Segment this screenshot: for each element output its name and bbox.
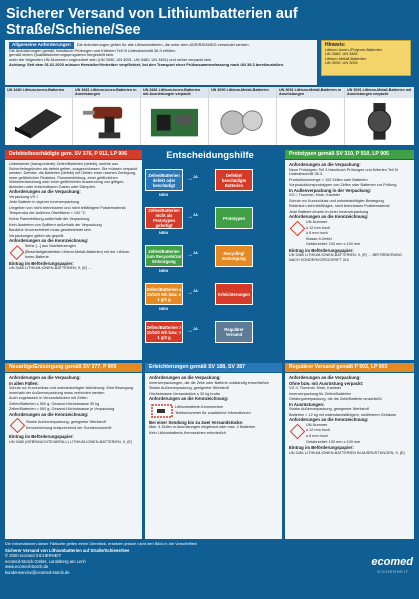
panel-line: Kein Austreten von Splittern außerhalb der Verpackung (9, 222, 102, 227)
flow-question: Zellen/Batterien zum Recyceln/zur Entsorgung (145, 245, 183, 267)
product-row (5, 87, 414, 145)
panel-subheading: Ohne bzw. mit Ausrüstung verpackt: (289, 380, 364, 386)
panel-disposal (5, 373, 142, 539)
panel-defective (5, 160, 142, 360)
flow-answer: Prototypen (215, 207, 253, 229)
flow-question: Zellen/Batterien ≤ 20/100 Wh bzw. ≤ 1 g/2 g (145, 283, 183, 305)
panel-line: Produktionsmenge < 100 Zellen oder Batterien (289, 177, 368, 182)
panel-line: Kennzeichnung entsprechend der Sondervorschrift (26, 425, 112, 430)
section-header-relief: Erleichterungen gemäß SV 188, SV 387 (145, 363, 282, 372)
tool-case-image (147, 101, 202, 140)
panel-line: Starke Außenverpackung, geeigneter Werkstoff (26, 420, 106, 425)
flow-yes: JA (193, 327, 198, 331)
notes-line: UN 3480, UN 3481 (325, 51, 358, 57)
product-card (345, 87, 414, 145)
intro-box (5, 40, 317, 85)
panel-text: Unbekannte (transportierte) Zellen/Batterien (defekt), welche aus Sicherheitsgründen als defekt gelten, ausgeschlossen. Sie müssen verpackt werden. Defekte, die Batterien (defekt) mit Gefahr einer raschen Zerlegung, einer gefährlichen Reaktion, Flammenbildung, einer gefährlichen Wärmeentwicklung oder einer gefährlichen Aussendung von giftigen, ätzenden oder entzündbaren Gasen oder Dämpfen. (9, 162, 138, 189)
panel-line: Höchstmasse Versandstück ≤ 30 kg brutto (149, 391, 221, 396)
panel-subheading: Anforderungen an die Verpackung: (289, 375, 361, 380)
panel-line: Batterien > 12 kg mit widerstandsfähigem, stoßfestem Gehäuse (289, 412, 397, 417)
panel-subheading: Bei einer Sendung bis zu zwei Versandstücke: (149, 419, 244, 425)
panel-line: Zellen/Batterien ≤ 500 g: Gesamt-Höchstmasse 30 kg (9, 401, 100, 406)
intro-point: gemäß einem Qualitätssicherungsprogramm hergestellt sein. (9, 52, 115, 58)
flow-answer: Erleichterungen (215, 283, 253, 305)
arrow-right-icon: → (187, 214, 193, 220)
footer-line: kundenservice@ecomed-storck.de (5, 569, 70, 575)
flow-yes: JA (193, 251, 198, 255)
flow-yes: JA (193, 289, 198, 293)
page-title: Sicherer Versand von Lithiumbatterien auf Straße/Schiene/See (6, 6, 298, 38)
hazard-label-icon (290, 221, 306, 237)
panel-line: Vorproduktionsprototypen von Zellen oder Batterien zur Prüfung (289, 183, 397, 188)
panel-subheading: Anforderungen an die Kennzeichnung: (9, 238, 89, 244)
panel-line: Klasse-9-Zettel (306, 236, 332, 241)
hazard-label-icon (10, 418, 26, 434)
panel-line: Gefahrgutverpackung, die die Zelle/Batterie umschließt (289, 397, 382, 402)
panel-subheading: Anforderungen an die Kennzeichnung: (149, 396, 229, 402)
notes-line: Lithium-Ionen-/Polymer-Batterien (325, 46, 383, 52)
panel-line: Verpackung VG I (9, 194, 38, 199)
flow-answer: Defekte/ beschädigte Batterien (215, 169, 253, 191)
panel-line: Max. 4 Zellen in Ausrüstungen eingebaut oder max. 2 Batterien (149, 425, 256, 430)
panel-line: ≥ 12 mm hoch (306, 428, 331, 433)
panel-line: Starke Außenverpackung, geeigneter Werkstoff (289, 407, 369, 412)
product-caption: UN 3481 Lithium-Ionen-Batterien in Ausrüstungen (73, 87, 140, 98)
panel-relief (145, 373, 282, 539)
panel-line: UN 3480 LITHIUM-IONEN-BATTERIEN, 9, (E) ... (9, 266, 92, 271)
hazard-label-icon (290, 424, 306, 440)
panel-line: Innenverpackungen, die die Zelle oder Batterie vollständig einschließen (149, 380, 270, 385)
panel-regular (285, 373, 414, 539)
footer-line: ecomed-Storck GmbH, Landsberg am Lech (5, 558, 86, 564)
battery-pack-image (11, 101, 66, 140)
panel-line: Schutz vor Kurzschluss und unbeabsichtigter Bewegung (289, 198, 384, 203)
flow-no: NEIN (159, 231, 169, 235)
panel-line: UN-Nummer (306, 220, 328, 225)
panel-line: Kein Lithiumbatterie-Kennzeichen erforderlich (149, 430, 226, 435)
panel-subheading: Anforderungen an die Verpackung: (149, 375, 221, 380)
panel-subheading: In allen Fällen: (9, 380, 39, 386)
product-caption: UN 3480 Lithium-Ionen-Batterien (5, 87, 72, 98)
watch-image (351, 101, 408, 142)
panel-subheading: Anforderungen an die Verpackung: (9, 189, 81, 195)
intro-point: Die Anforderungen gemäß Handbuch Prüfungen und Kriterien Teil III Unterabschnitt 38.3 erfüllen. (9, 47, 177, 53)
panel-subheading: Anforderungen an die Kennzeichnung: (289, 214, 369, 220)
section-header-regular: Regulärer Versand gemäß P 903, LP 903 (285, 363, 414, 372)
notes-line: UN 3090, UN 3091 (325, 60, 358, 66)
footer-line: © 2020 ecomed SICHERHEIT (5, 553, 62, 559)
panel-subheading: In Außenverpackung in der Verpackung: (289, 187, 372, 193)
panel-subheading: Eintrag im Beförderungspapier: (9, 260, 74, 266)
product-caption: UN 3090 Lithium-Metall-Batterien (209, 87, 276, 98)
panel-line: Verpackungen gelten als geprüft (9, 233, 64, 238)
intro-label: Allgemeine Anforderungen (9, 42, 74, 49)
flow-yes: JA (193, 175, 198, 179)
panel-line: Lithiumbatterie-Kennzeichen (175, 405, 224, 410)
panel-line: Gefahrzettel: 100 mm x 100 mm (306, 242, 361, 247)
product-card (5, 87, 73, 145)
panel-line: Zellen/Batterien > 500 g: Gesamt-Höchstmasse je Verpackung (9, 407, 115, 412)
panel-subheading: Anforderungen an die Verpackung: (9, 375, 81, 380)
footer (5, 548, 414, 594)
product-card (209, 87, 277, 145)
flow-answer: Regulärer Versand (215, 321, 253, 343)
panel-line: Bauliche Unversehrtheit muss gewährleistet sein (9, 228, 91, 233)
section-header-defective: Defekte/beschädigte gem. SV 376, P 911, LP 906 (5, 150, 142, 159)
panel-line: VG I, Trommel, Kiste, Kanister (289, 193, 341, 198)
coin-cell-image (215, 101, 270, 140)
panel-line: Starke Außenverpackung, geeigneter Werkstoff (149, 386, 229, 391)
notes-line: Lithium-Metall-Batterien (325, 55, 367, 61)
flow-question: Zellen/Batterien > 20/100 Wh bzw. > 1 g/2 g (145, 321, 183, 343)
panel-line: UN 3481 LITHIUM-IONEN-BATTERIEN IN AUSRÜSTUNGEN, 9, (E) (289, 450, 405, 455)
flow-question: Zellen/Batterien defekt oder beschädigt (145, 169, 183, 191)
product-caption: UN 3091 Lithium-Metall-Batterien mit Ausrüstungen verpackt (345, 87, 414, 98)
panel-subheading: Eintrag im Beförderungspapier: (9, 434, 74, 440)
panel-subheading: In Ausrüstungen: (289, 401, 325, 407)
panel-line: Innenverpackung für Zellen/Batterien (289, 391, 352, 396)
panel-subheading: Eintrag im Beförderungspapier: (289, 247, 354, 253)
panel-line: Umgeben von nicht brennbarem und nicht leitfähigem Polstermaterial (9, 205, 126, 210)
product-caption: UN 3481 Lithium-Ionen-Batterien mit Ausrüstungen verpackt (141, 87, 208, 98)
arrow-right-icon: → (187, 290, 193, 296)
panel-line: UN 3480 LITHIUM-IONEN-BATTERIEN, 9, (E) ... BEFÖRDERUNG NACH SONDERVORSCHRIFT 310 (289, 253, 403, 262)
panel-line: ≥ 6 mm hoch (306, 434, 328, 439)
arrow-right-icon: → (187, 252, 193, 258)
arrow-right-icon: → (187, 328, 193, 334)
device-image (283, 101, 338, 140)
notes-box (321, 40, 411, 76)
hazard-label-icon (10, 245, 25, 260)
panel-line: Telefonnummer für zusätzliche Informationen (175, 410, 251, 415)
footer-line: Sicherer Versand von Lithiumbatterien auf Straße/Schiene/See (5, 548, 130, 553)
panel-line: Gefahrzettel: 100 mm x 100 mm (306, 439, 361, 444)
panel-line: Auch zugelassen in Versandstücken mit Zellen (9, 396, 88, 401)
panel-line: Jede Batterie in eigener Innenverpackung (9, 200, 80, 205)
arrow-right-icon: → (187, 176, 193, 182)
panel-line: (Beschädigte/defekte Lithium-Metall-Batterien) mit der Lithium-Ionen-Batterie. (24, 249, 131, 259)
panel-subheading: Eintrag im Beförderungspapier: (289, 445, 354, 451)
panel-line: Temperatur der äußeren Oberfläche < 100 °C (9, 211, 86, 216)
panel-line: UN 3480 (GEBRAUCHTE/ABFALL) LITHIUM-IONEN-BATTERIEN, 9, (E) (9, 439, 133, 444)
panel-line: Elektrisch nicht leitfähiges, nicht brennbares Polstermaterial (289, 204, 390, 209)
panel-line: ≥ 12 mm hoch (306, 225, 331, 230)
flow-yes: JA (193, 213, 198, 217)
intro-point: unter der folgenden UN-Nummern zugeordnet sein (UN 3090, UN 3091, UN 3480, UN 3481) und sicher verpackt sein. (9, 57, 213, 63)
flow-question: Zellen/Batterien nicht als Prototypen gefertigt (145, 207, 183, 229)
panel-line: Schutz vor Kurzschluss und unbeabsichtigter Aktivierung. Eine Bewegung innerhalb der Außenverpackung muss verhindert werden. (9, 386, 134, 395)
panel-line: UN-Nummer (306, 422, 328, 427)
panel-subheading: Anforderungen an die Kennzeichnung: (289, 417, 369, 423)
panel-line: Neue Prototypen Teil 3 Handbuch Prüfungen und Kriterien Teil III Unterabschnitt 38.3 (289, 167, 398, 177)
panel-line: Siehe [...] aus Nutzfahrzeugen (24, 244, 76, 249)
ecomed-logo: ecomed (371, 556, 413, 568)
section-header-disposal: Neuartige/Entsorgung gemäß SV 377, P 909 (5, 363, 142, 372)
flow-title: Entscheidungshilfe (166, 150, 254, 161)
product-card (141, 87, 209, 145)
notes-heading: Hinweis: (325, 42, 346, 48)
footer-line: www.ecomed-storck.de (5, 564, 49, 570)
drill-image (79, 101, 134, 140)
panel-subheading: Anforderungen an die Verpackung: (289, 162, 361, 167)
intro-footnote: Achtung: Seit dem 01.01.2020 müssen Hersteller/Vertreiber verpflichtet, bei den Transport einer Prüfzusammenfassung nach UN 38.3 bereitzustellen. (9, 61, 285, 67)
lithium-battery-mark-icon (151, 404, 173, 418)
product-caption: UN 3091 Lithium-Metall-Batterien in Ausrüstungen (277, 87, 344, 98)
product-card (73, 87, 141, 145)
flow-no: NEIN (159, 307, 169, 311)
panel-line: Keine Flammbildung außerhalb der Verpackung (9, 217, 90, 222)
intro-text: Die Anforderungen gelten für alle Lithiumbatterien, die unter dem ADR/RID/IMDG versendet werden. (76, 42, 250, 47)
panel-prototypes (285, 160, 414, 360)
section-header-prototypes: Prototypen gemäß SV 310, P 910, LP 905 (285, 150, 414, 159)
flow-no: NEIN (159, 269, 169, 273)
flow-no: NEIN (159, 193, 169, 197)
disclaimer: Die Informationen dieser Faltkarte gelten einen Überblick, ersetzen jedoch nicht den Blick in die Vorschriften! (5, 541, 414, 547)
logo-subtitle: SICHERHEIT (377, 570, 409, 574)
panel-line: Jede Batterie einzeln in einer Innenverpackung (289, 209, 369, 214)
product-card (277, 87, 345, 145)
panel-line: VG II, Trommel, Kiste, Kanister (289, 386, 342, 391)
panel-subheading: Anforderungen an die Kennzeichnung: (9, 411, 89, 417)
flow-answer: Recycling/ Entsorgung (215, 245, 253, 267)
panel-line: ≥ 6 mm hoch (306, 231, 328, 236)
